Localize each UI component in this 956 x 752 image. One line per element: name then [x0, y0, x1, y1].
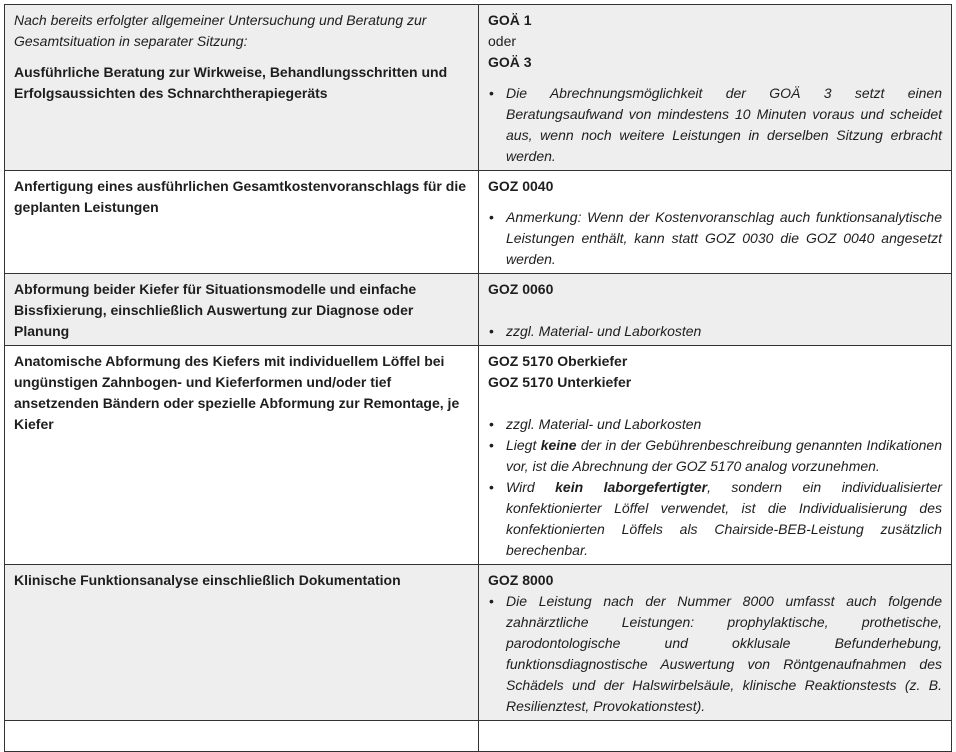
service-description: Klinische Funktionsanalyse einschließlich Dokumentation: [14, 572, 401, 588]
service-cell: [5, 721, 479, 752]
billing-code: GOÄ 3: [488, 54, 532, 70]
service-description: Abformung beider Kiefer für Situationsmodelle und einfache Bissfixierung, einschließlich Auswertung zur Diagnose oder Planung: [14, 281, 417, 339]
bullet-icon: •: [489, 323, 494, 339]
service-description: Anatomische Abformung des Kiefers mit individuellem Löffel bei ungünstigen Zahnbogen- und Kieferformen und/oder tief ansetzenden Bändern oder spezielle Abformung zur Remontage, je Kiefer: [14, 353, 460, 432]
note-item: • zzgl. Material- und Laborkosten: [488, 414, 942, 435]
bullet-icon: •: [489, 437, 494, 453]
note-item: • Anmerkung: Wenn der Kostenvoranschlag auch funktionsanalytische Leistungen enthält, kann statt GOZ 0030 die GOZ 0040 angesetzt werden.: [489, 209, 942, 267]
billing-notes: [488, 414, 942, 561]
table-row: [5, 565, 952, 721]
billing-code: GOZ 0040: [488, 178, 554, 194]
note-item: • Die Abrechnungsmöglichkeit der GOÄ 3 setzt einen Beratungsaufwand von mindestens 10 Minuten voraus und scheidet aus, wenn noch weitere Leistungen in derselben Sitzung erbracht werden.: [489, 85, 942, 164]
billing-code: GOÄ 1: [488, 12, 532, 28]
billing-code: GOZ 5170 Oberkiefer: [488, 353, 628, 369]
note-item: • Liegt keine der in der Gebührenbeschreibung genannten Indikationen vor, ist die Abrechnung der GOZ 5170 analog vorzunehmen.: [489, 437, 943, 474]
billing-notes: [488, 207, 942, 270]
billing-connector: oder: [488, 33, 517, 49]
service-intro: Nach bereits erfolgter allgemeiner Untersuchung und Beratung zur Gesamtsituation in separater Sitzung:: [14, 12, 427, 49]
note-item: • zzgl. Material- und Laborkosten: [488, 321, 942, 342]
service-cell: [5, 565, 479, 721]
billing-cell: [479, 565, 952, 721]
billing-notes: [488, 83, 942, 167]
billing-cell: [479, 721, 952, 752]
bullet-icon: •: [489, 479, 494, 495]
billing-code: GOZ 8000: [488, 572, 554, 588]
service-cell: [5, 5, 479, 171]
billing-cell: [479, 5, 952, 171]
table-row: [5, 721, 952, 752]
service-cell: [5, 346, 479, 565]
service-cell: [5, 171, 479, 274]
bullet-icon: •: [489, 593, 494, 609]
note-item: • Wird kein laborgefertigter, sondern ein individualisierter konfektionierter Löffel verwendet, ist die Individualisierung des konfektionierten Löffels als Chairside-BEB-Leistung zusätzlich berechenbar.: [489, 479, 942, 558]
table-row: [5, 346, 952, 565]
billing-notes: [488, 321, 942, 342]
table-row: [5, 171, 952, 274]
billing-cell: [479, 171, 952, 274]
note-item: • Die Leistung nach der Nummer 8000 umfasst auch folgende zahnärztliche Leistungen: prophylaktische, prothetische, parodontologische und okklusale Befunderhebung, funktionsdiagnostische Auswertung von Röntgenaufnahmen des Schädels und der Halswirbelsäule, klinische Reaktionstests (z. B. Resilienztest, Provokationstest).: [489, 593, 942, 714]
bullet-icon: •: [489, 416, 494, 432]
billing-cell: [479, 274, 952, 346]
bullet-icon: •: [489, 209, 494, 225]
bullet-icon: •: [489, 85, 494, 101]
billing-cell: [479, 346, 952, 565]
billing-table: [4, 4, 952, 752]
billing-code: GOZ 5170 Unterkiefer: [488, 374, 632, 390]
table-row: [5, 5, 952, 171]
billing-notes: [488, 591, 942, 717]
table-row: [5, 274, 952, 346]
service-cell: [5, 274, 479, 346]
billing-code: GOZ 0060: [488, 281, 554, 297]
service-description: Ausführliche Beratung zur Wirkweise, Behandlungsschritten und Erfolgsaussichten des Schnarchtherapiegeräts: [14, 64, 448, 101]
service-description: Anfertigung eines ausführlichen Gesamtkostenvoranschlags für die geplanten Leistungen: [14, 178, 466, 215]
